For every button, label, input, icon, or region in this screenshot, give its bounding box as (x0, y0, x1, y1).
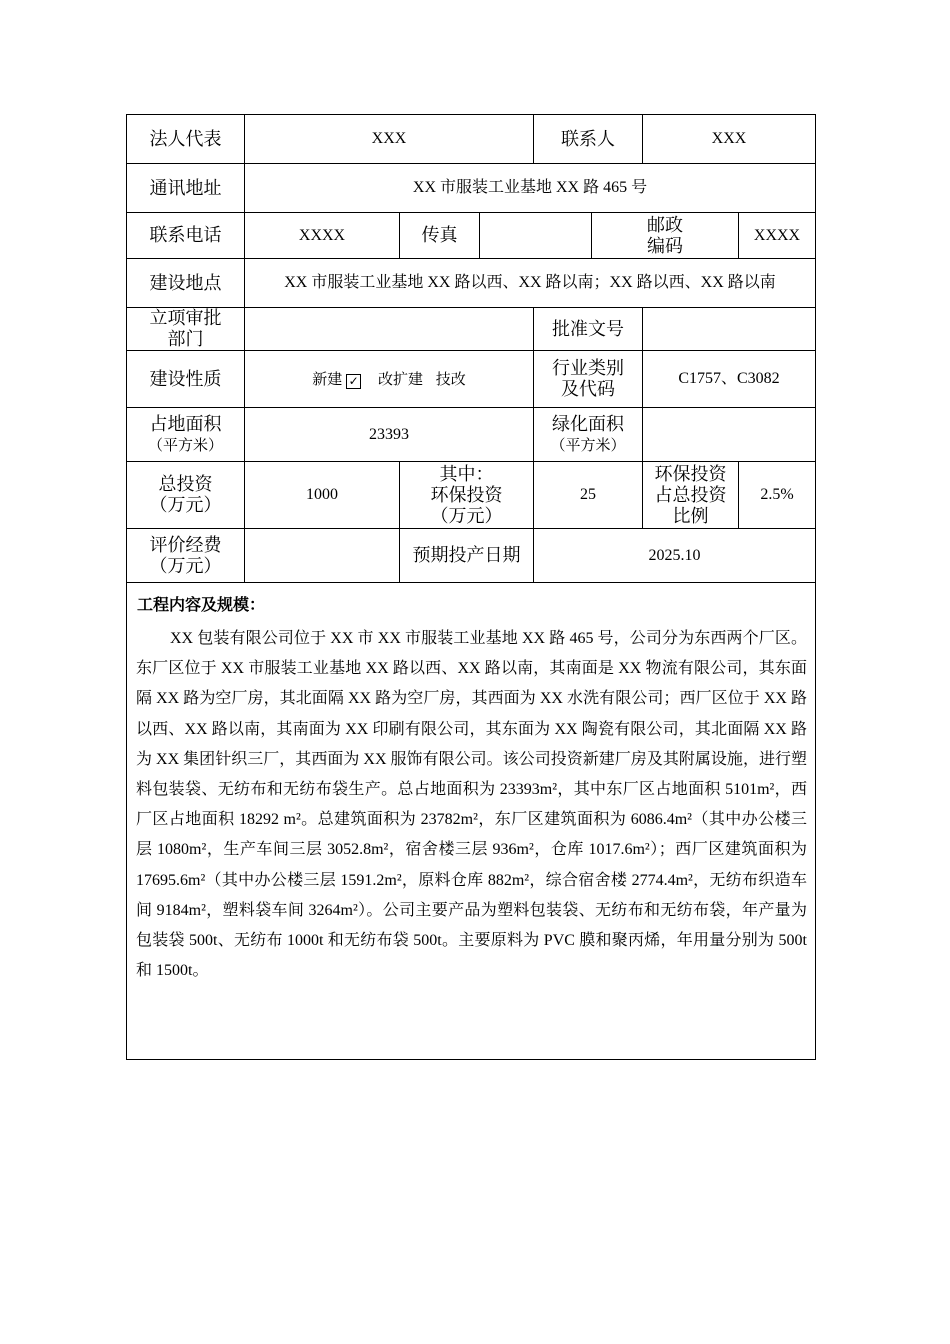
invest-value: 1000 (245, 462, 400, 529)
industry-label-line1: 行业类别 (552, 358, 624, 379)
nature-option-tech: 技改 (435, 370, 466, 388)
postcode-label (592, 213, 739, 259)
eval-fee-unit: （万元） (149, 555, 222, 577)
project-info-form (126, 114, 815, 1060)
approval-dept-label-line2: 部门 (167, 329, 204, 350)
postcode-value: XXXX (739, 213, 816, 259)
nature-options (245, 351, 534, 408)
env-ratio-value: 2.5% (739, 462, 816, 529)
env-invest-label-line2: 环保投资 (430, 484, 503, 506)
fax-label: 传真 (400, 213, 480, 259)
legal-rep-label: 法人代表 (127, 115, 245, 164)
prod-date-value: 2025.10 (534, 529, 816, 583)
legal-rep-value: XXX (245, 115, 534, 164)
env-ratio-label (643, 462, 739, 529)
nature-label: 建设性质 (127, 351, 245, 408)
industry-label-line2: 及代码 (561, 379, 615, 400)
row-nature (127, 351, 816, 408)
fax-value (480, 213, 592, 259)
industry-value: C1757、C3082 (643, 351, 816, 408)
env-invest-label-line1: 其中： (439, 463, 494, 485)
eval-fee-label-text: 评价经费 (149, 534, 222, 556)
contact-label: 联系人 (534, 115, 643, 164)
row-legal-rep (127, 115, 816, 164)
row-investment (127, 462, 816, 529)
eval-fee-value (245, 529, 400, 583)
approval-no-label: 批准文号 (534, 308, 643, 351)
site-label: 建设地点 (127, 259, 245, 308)
postcode-label-line2: 编码 (647, 235, 683, 257)
green-label (534, 408, 643, 462)
env-ratio-label-line3: 比例 (672, 505, 709, 527)
project-info-table (126, 114, 816, 1060)
env-ratio-label-line2: 占总投资 (654, 484, 727, 506)
env-invest-label (400, 462, 534, 529)
row-phone (127, 213, 816, 259)
approval-dept-value (245, 308, 534, 351)
invest-label (127, 462, 245, 529)
green-value (643, 408, 816, 462)
row-content (127, 583, 816, 1060)
area-label (127, 408, 245, 462)
row-area (127, 408, 816, 462)
content-body: XX 包装有限公司位于 XX 市 XX 市服装工业基地 XX 路 465 号，公司分为东西两个厂区。东厂区位于 XX 市服装工业基地 XX 路以西、XX 路以南，其南面是 XX 物流有限公司，其东面隔 XX 路为空厂房，其北面隔 XX 路为空厂房，其西面为 XX 水洗有限公司；西厂区位于 XX 路以西、XX 路以南，其南面为 XX 印刷有限公司，其东面为 XX 陶瓷有限公司，其北面隔 XX 路为 XX 集团针织三厂，其西面为 XX 服饰有限公司。该公司投资新建厂房及其附属设施，进行塑料包装袋、无纺布和无纺布袋生产。总占地面积为 23393m²，其中东厂区占地面积 5101m²，西厂区占地面积 18292 m²。总建筑面积为 23782m²，东厂区建筑面积为 6086.4m²（其中办公楼三层 1080m²，生产车间三层 3052.8m²，宿舍楼三层 936m²，仓库 1017.6m²）；西厂区建筑面积为 17695.6m²（其中办公楼三层 1591.2m²，原料仓库 882m²，综合宿舍楼 2774.4m²，无纺布织造车间 9184m²，塑料袋车间 3264m²）。公司主要产品为塑料包装袋、无纺布和无纺布袋，年产量为包装袋 500t、无纺布 1000t 和无纺布袋 500t。主要原料为 PVC 膜和聚丙烯，年用量分别为 500t 和 1500t。 (136, 630, 808, 980)
env-ratio-label-line1: 环保投资 (654, 463, 727, 485)
postcode-label-line1: 邮政 (647, 214, 683, 236)
industry-label (534, 351, 643, 408)
eval-fee-label (127, 529, 245, 583)
content-title: 工程内容及规模： (137, 595, 266, 614)
invest-unit: （万元） (149, 495, 222, 516)
green-unit: （平方米） (550, 435, 626, 454)
content-cell (127, 583, 816, 1060)
nature-option-expand: 改扩建 (377, 370, 423, 388)
area-unit: （平方米） (147, 435, 223, 454)
approval-dept-label-line1: 立项审批 (149, 308, 222, 329)
green-label-text: 绿化面积 (552, 413, 624, 435)
phone-label: 联系电话 (127, 213, 245, 259)
env-invest-unit: （万元） (430, 505, 503, 527)
nature-option-new-label: 新建 (312, 370, 343, 388)
env-invest-value: 25 (534, 462, 643, 529)
approval-no-value (643, 308, 816, 351)
approval-dept-label (127, 308, 245, 351)
nature-option-new (312, 370, 365, 388)
row-address (127, 164, 816, 213)
row-approval (127, 308, 816, 351)
site-value: XX 市服装工业基地 XX 路以西、XX 路以南；XX 路以西、XX 路以南 (245, 259, 816, 308)
invest-label-text: 总投资 (158, 474, 213, 495)
row-eval-fee (127, 529, 816, 583)
area-value: 23393 (245, 408, 534, 462)
prod-date-label: 预期投产日期 (400, 529, 534, 583)
area-label-text: 占地面积 (149, 413, 222, 435)
address-value: XX 市服装工业基地 XX 路 465 号 (245, 164, 816, 213)
row-site (127, 259, 816, 308)
checkbox-checked-icon: ✓ (346, 374, 361, 389)
address-label: 通讯地址 (127, 164, 245, 213)
phone-value: XXXX (245, 213, 400, 259)
contact-value: XXX (643, 115, 816, 164)
